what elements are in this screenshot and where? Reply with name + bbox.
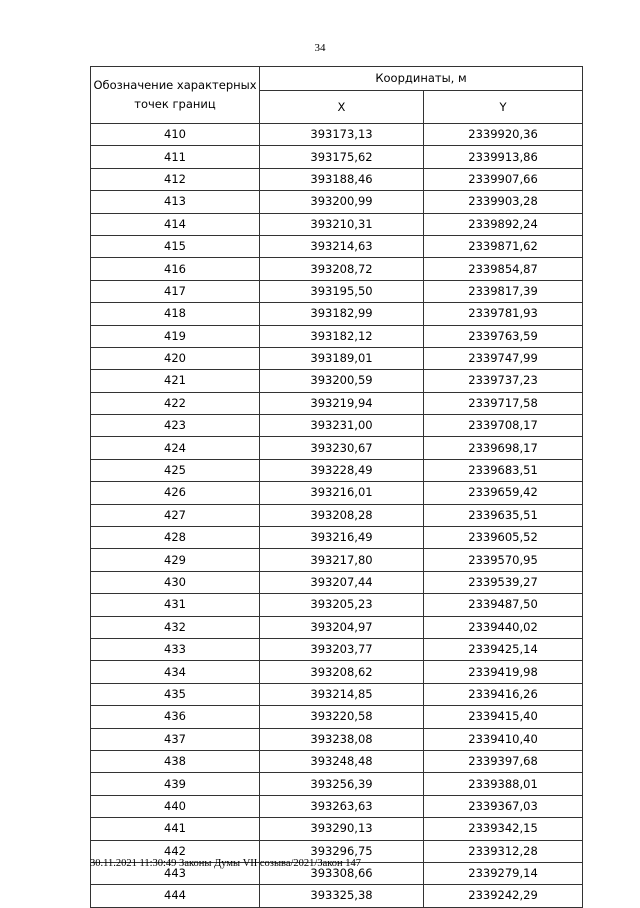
x-coordinate-cell: 393216,49 [260, 527, 424, 549]
x-coordinate-cell: 393207,44 [260, 571, 424, 593]
table-row [91, 258, 583, 280]
table-row [91, 706, 583, 728]
table-row [91, 415, 583, 437]
point-number-cell: 426 [91, 482, 260, 504]
y-coordinate-cell: 2339747,99 [424, 347, 583, 369]
y-coordinate-cell: 2339698,17 [424, 437, 583, 459]
x-coordinate-cell: 393214,85 [260, 683, 424, 705]
table-row [91, 392, 583, 414]
x-coordinate-cell: 393203,77 [260, 638, 424, 660]
table-row [91, 616, 583, 638]
table-row [91, 124, 583, 146]
table-row [91, 168, 583, 190]
y-coordinate-cell: 2339487,50 [424, 594, 583, 616]
point-number-cell: 434 [91, 661, 260, 683]
y-coordinate-cell: 2339920,36 [424, 124, 583, 146]
y-coordinate-cell: 2339892,24 [424, 213, 583, 235]
y-coordinate-cell: 2339397,68 [424, 750, 583, 772]
point-number-cell: 441 [91, 818, 260, 840]
x-coordinate-cell: 393238,08 [260, 728, 424, 750]
y-coordinate-cell: 2339279,14 [424, 862, 583, 884]
x-coordinate-cell: 393210,31 [260, 213, 424, 235]
y-coordinate-cell: 2339781,93 [424, 303, 583, 325]
x-coordinate-cell: 393325,38 [260, 885, 424, 907]
point-number-cell: 415 [91, 235, 260, 257]
y-coordinate-cell: 2339605,52 [424, 527, 583, 549]
table-row [91, 638, 583, 660]
table-row [91, 235, 583, 257]
point-number-cell: 443 [91, 862, 260, 884]
table-row [91, 818, 583, 840]
coordinates-table [90, 66, 583, 908]
table-body [91, 124, 583, 908]
table-row [91, 347, 583, 369]
x-coordinate-cell: 393208,28 [260, 504, 424, 526]
y-coordinate-cell: 2339871,62 [424, 235, 583, 257]
y-coordinate-cell: 2339717,58 [424, 392, 583, 414]
table-row [91, 146, 583, 168]
y-coordinate-cell: 2339683,51 [424, 459, 583, 481]
x-coordinate-cell: 393228,49 [260, 459, 424, 481]
point-number-cell: 413 [91, 191, 260, 213]
point-number-cell: 423 [91, 415, 260, 437]
table-row [91, 303, 583, 325]
point-number-cell: 444 [91, 885, 260, 907]
point-number-cell: 429 [91, 549, 260, 571]
x-coordinate-cell: 393195,50 [260, 280, 424, 302]
y-coordinate-cell: 2339388,01 [424, 773, 583, 795]
x-coordinate-cell: 393173,13 [260, 124, 424, 146]
y-coordinate-cell: 2339419,98 [424, 661, 583, 683]
point-number-cell: 428 [91, 527, 260, 549]
y-coordinate-cell: 2339907,66 [424, 168, 583, 190]
table-row [91, 213, 583, 235]
table-row [91, 482, 583, 504]
x-coordinate-cell: 393296,75 [260, 840, 424, 862]
y-coordinate-cell: 2339659,42 [424, 482, 583, 504]
x-coordinate-cell: 393248,48 [260, 750, 424, 772]
header-y: Y [424, 91, 583, 124]
x-coordinate-cell: 393175,62 [260, 146, 424, 168]
table-row [91, 459, 583, 481]
point-number-cell: 435 [91, 683, 260, 705]
point-number-cell: 437 [91, 728, 260, 750]
point-number-cell: 424 [91, 437, 260, 459]
table-row [91, 325, 583, 347]
x-coordinate-cell: 393189,01 [260, 347, 424, 369]
y-coordinate-cell: 2339708,17 [424, 415, 583, 437]
y-coordinate-cell: 2339635,51 [424, 504, 583, 526]
y-coordinate-cell: 2339312,28 [424, 840, 583, 862]
y-coordinate-cell: 2339410,40 [424, 728, 583, 750]
point-number-cell: 430 [91, 571, 260, 593]
point-number-cell: 412 [91, 168, 260, 190]
table-row [91, 549, 583, 571]
point-number-cell: 416 [91, 258, 260, 280]
table-row [91, 728, 583, 750]
y-coordinate-cell: 2339440,02 [424, 616, 583, 638]
x-coordinate-cell: 393216,01 [260, 482, 424, 504]
y-coordinate-cell: 2339539,27 [424, 571, 583, 593]
y-coordinate-cell: 2339913,86 [424, 146, 583, 168]
table-row [91, 504, 583, 526]
document-footer: 30.11.2021 11:30:49 Законы Думы VII созыва/2021/Закон 147 [90, 858, 362, 869]
y-coordinate-cell: 2339242,29 [424, 885, 583, 907]
point-number-cell: 436 [91, 706, 260, 728]
table-row [91, 191, 583, 213]
x-coordinate-cell: 393220,58 [260, 706, 424, 728]
table-row [91, 571, 583, 593]
x-coordinate-cell: 393205,23 [260, 594, 424, 616]
table-row [91, 527, 583, 549]
point-number-cell: 439 [91, 773, 260, 795]
y-coordinate-cell: 2339416,26 [424, 683, 583, 705]
x-coordinate-cell: 393182,99 [260, 303, 424, 325]
y-coordinate-cell: 2339342,15 [424, 818, 583, 840]
x-coordinate-cell: 393182,12 [260, 325, 424, 347]
y-coordinate-cell: 2339425,14 [424, 638, 583, 660]
table-row [91, 750, 583, 772]
point-number-cell: 433 [91, 638, 260, 660]
point-number-cell: 438 [91, 750, 260, 772]
x-coordinate-cell: 393204,97 [260, 616, 424, 638]
x-coordinate-cell: 393214,63 [260, 235, 424, 257]
point-number-cell: 411 [91, 146, 260, 168]
x-coordinate-cell: 393188,46 [260, 168, 424, 190]
y-coordinate-cell: 2339415,40 [424, 706, 583, 728]
point-number-cell: 427 [91, 504, 260, 526]
y-coordinate-cell: 2339367,03 [424, 795, 583, 817]
table-row [91, 661, 583, 683]
table-row [91, 280, 583, 302]
table-row [91, 594, 583, 616]
y-coordinate-cell: 2339854,87 [424, 258, 583, 280]
header-point-designation: Обозначение характерных точек границ [91, 67, 260, 124]
y-coordinate-cell: 2339570,95 [424, 549, 583, 571]
point-number-cell: 442 [91, 840, 260, 862]
table-row [91, 370, 583, 392]
x-coordinate-cell: 393290,13 [260, 818, 424, 840]
point-number-cell: 425 [91, 459, 260, 481]
x-coordinate-cell: 393208,62 [260, 661, 424, 683]
table-row [91, 683, 583, 705]
x-coordinate-cell: 393263,63 [260, 795, 424, 817]
y-coordinate-cell: 2339817,39 [424, 280, 583, 302]
point-number-cell: 421 [91, 370, 260, 392]
point-number-cell: 418 [91, 303, 260, 325]
table-row [91, 773, 583, 795]
point-number-cell: 417 [91, 280, 260, 302]
header-x: X [260, 91, 424, 124]
point-number-cell: 414 [91, 213, 260, 235]
point-number-cell: 422 [91, 392, 260, 414]
point-number-cell: 419 [91, 325, 260, 347]
table-row [91, 795, 583, 817]
table-row [91, 437, 583, 459]
x-coordinate-cell: 393256,39 [260, 773, 424, 795]
y-coordinate-cell: 2339903,28 [424, 191, 583, 213]
point-number-cell: 420 [91, 347, 260, 369]
x-coordinate-cell: 393308,66 [260, 862, 424, 884]
table-row [91, 885, 583, 907]
x-coordinate-cell: 393200,59 [260, 370, 424, 392]
x-coordinate-cell: 393219,94 [260, 392, 424, 414]
point-number-cell: 410 [91, 124, 260, 146]
x-coordinate-cell: 393230,67 [260, 437, 424, 459]
x-coordinate-cell: 393231,00 [260, 415, 424, 437]
y-coordinate-cell: 2339763,59 [424, 325, 583, 347]
header-coordinates: Координаты, м [260, 67, 583, 91]
point-number-cell: 440 [91, 795, 260, 817]
y-coordinate-cell: 2339737,23 [424, 370, 583, 392]
page-number: 34 [314, 42, 326, 54]
x-coordinate-cell: 393208,72 [260, 258, 424, 280]
point-number-cell: 431 [91, 594, 260, 616]
x-coordinate-cell: 393200,99 [260, 191, 424, 213]
point-number-cell: 432 [91, 616, 260, 638]
x-coordinate-cell: 393217,80 [260, 549, 424, 571]
